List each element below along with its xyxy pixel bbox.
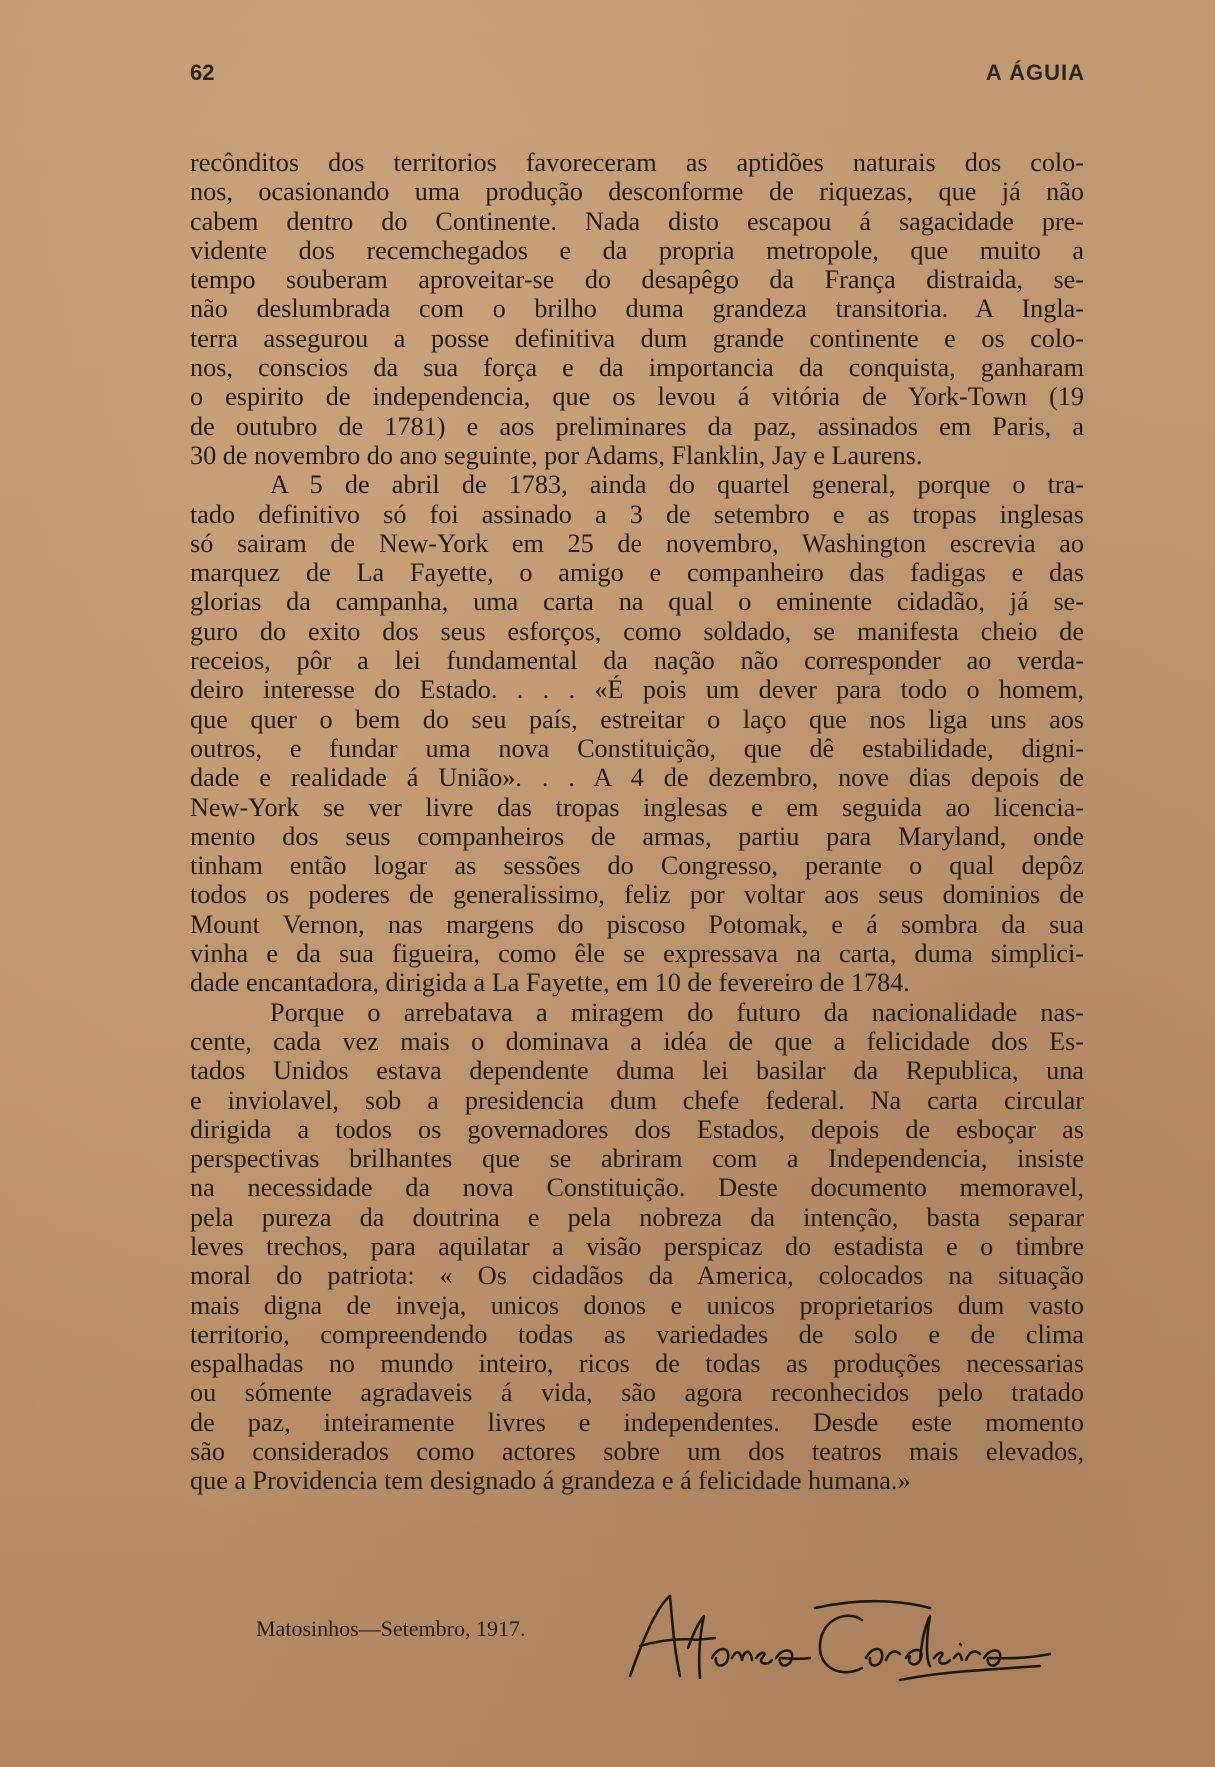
text-line: tado definitivo só foi assinado a 3 de setembro e as tropas inglesas [190,499,1084,529]
text-line: cente, cada vez mais o dominava a idéa de que a felicidade dos Es- [190,1026,1084,1056]
text-line: terra assegurou a posse definitiva dum grande continente e os colo- [190,323,1084,353]
text-line: só sairam de New-York em 25 de novembro, Washington escrevia ao [190,528,1084,558]
text-line: New-York se ver livre das tropas inglesas e em seguida ao licencia- [190,792,1084,822]
article-footer [190,1588,1084,1678]
text-line: tados Unidos estava dependente duma lei basilar da Republica, una [190,1056,1084,1086]
paragraph [190,148,1084,470]
text-line: ou sómente agradaveis á vida, são agora reconhecidos pelo tratado [190,1378,1084,1408]
text-line: perspectivas brilhantes que se abriram com a Independencia, insiste [190,1144,1084,1174]
text-line: receios, pôr a lei fundamental da nação não corresponder ao verda- [190,646,1084,676]
text-line: dirigida a todos os governadores dos Estados, depois de esboçar as [190,1114,1084,1144]
text-line: tempo souberam aproveitar-se do desapêgo da França distraida, se- [190,265,1084,295]
text-line: dade e realidade á União». . . A 4 de dezembro, nove dias depois de [190,763,1084,793]
text-line: leves trechos, para aquilatar a visão perspicaz do estadista e o timbre [190,1231,1084,1261]
paragraph [190,470,1084,997]
paragraphs [190,148,1084,1496]
text-line: não deslumbrada com o brilho duma grandeza transitoria. A Ingla- [190,294,1084,324]
text-line: Mount Vernon, nas margens do piscoso Potomak, e á sombra da sua [190,909,1084,939]
text-line: nos, ocasionando uma produção desconforme de riquezas, que já não [190,177,1084,207]
text-line: vidente dos recemchegados e da propria metropole, que muito a [190,235,1084,265]
text-line: o espirito de independencia, que os levou á vitória de York-Town (19 [190,382,1084,412]
text-line: A 5 de abril de 1783, ainda do quartel general, porque o tra- [270,470,1084,500]
text-line: de outubro de 1781) e aos preliminares da paz, assinados em Paris, a [190,411,1084,441]
text-line: que quer o bem do seu país, estreitar o laço que nos liga uns aos [190,704,1084,734]
page-header [190,60,1085,90]
text-line: mento dos seus companheiros de armas, partiu para Maryland, onde [190,821,1084,851]
text-line: mais digna de inveja, unicos donos e unicos proprietarios dum vasto [190,1290,1084,1320]
running-head: A ÁGUIA [985,60,1085,85]
text-line: são considerados como actores sobre um dos teatros mais elevados, [190,1437,1084,1467]
text-line: cabem dentro do Continente. Nada disto escapou á sagacidade pre- [190,206,1084,236]
text-line: moral do patriota: « Os cidadãos da America, colocados na situação [190,1261,1084,1291]
text-line: tinham então logar as sessões do Congresso, perante o qual depôz [190,851,1084,881]
paragraph [190,998,1084,1496]
text-line: e inviolavel, sob a presidencia dum chefe federal. Na carta circular [190,1085,1084,1115]
signature [600,1588,1070,1688]
text-line: pela pureza da doutrina e pela nobreza da intenção, basta separar [190,1202,1084,1232]
text-line: territorio, compreendendo todas as variedades de solo e de clima [190,1319,1084,1349]
text-line: Porque o arrebatava a miragem do futuro da nacionalidade nas- [270,997,1084,1027]
text-line: espalhadas no mundo inteiro, ricos de todas as produções necessarias [190,1349,1084,1379]
text-line: outros, e fundar uma nova Constituição, que dê estabilidade, digni- [190,733,1084,763]
text-line: vinha e da sua figueira, como êle se expressava na carta, duma simplici- [190,939,1084,969]
text-line: na necessidade da nova Constituição. Deste documento memoravel, [190,1173,1084,1203]
text-line: de paz, inteiramente livres e independentes. Desde este momento [190,1407,1084,1437]
text-line: todos os poderes de generalissimo, feliz por voltar aos seus dominios de [190,880,1084,910]
dateline: Matosinhos—Setembro, 1917. [256,1616,526,1641]
text-line: guro do exito dos seus esforços, como soldado, se manifesta cheio de [190,616,1084,646]
page-number: 62 [190,60,215,85]
text-line: deiro interesse do Estado. . . . «É pois um dever para todo o homem, [190,675,1084,705]
text-line: dade encantadora, dirigida a La Fayette, em 10 de fevereiro de 1784. [190,968,910,998]
text-line: que a Providencia tem designado á grandeza e á felicidade humana.» [190,1466,911,1496]
text-line: marquez de La Fayette, o amigo e companheiro das fadigas e das [190,558,1084,588]
text-line: 30 de novembro do ano seguinte, por Adams, Flanklin, Jay e Laurens. [190,440,923,470]
text-line: nos, conscios da sua força e da importancia da conquista, ganharam [190,353,1084,383]
article-body [190,148,1084,1496]
text-line: glorias da campanha, uma carta na qual o eminente cidadão, já se- [190,587,1084,617]
text-line: recônditos dos territorios favoreceram as aptidões naturais dos colo- [190,148,1084,177]
